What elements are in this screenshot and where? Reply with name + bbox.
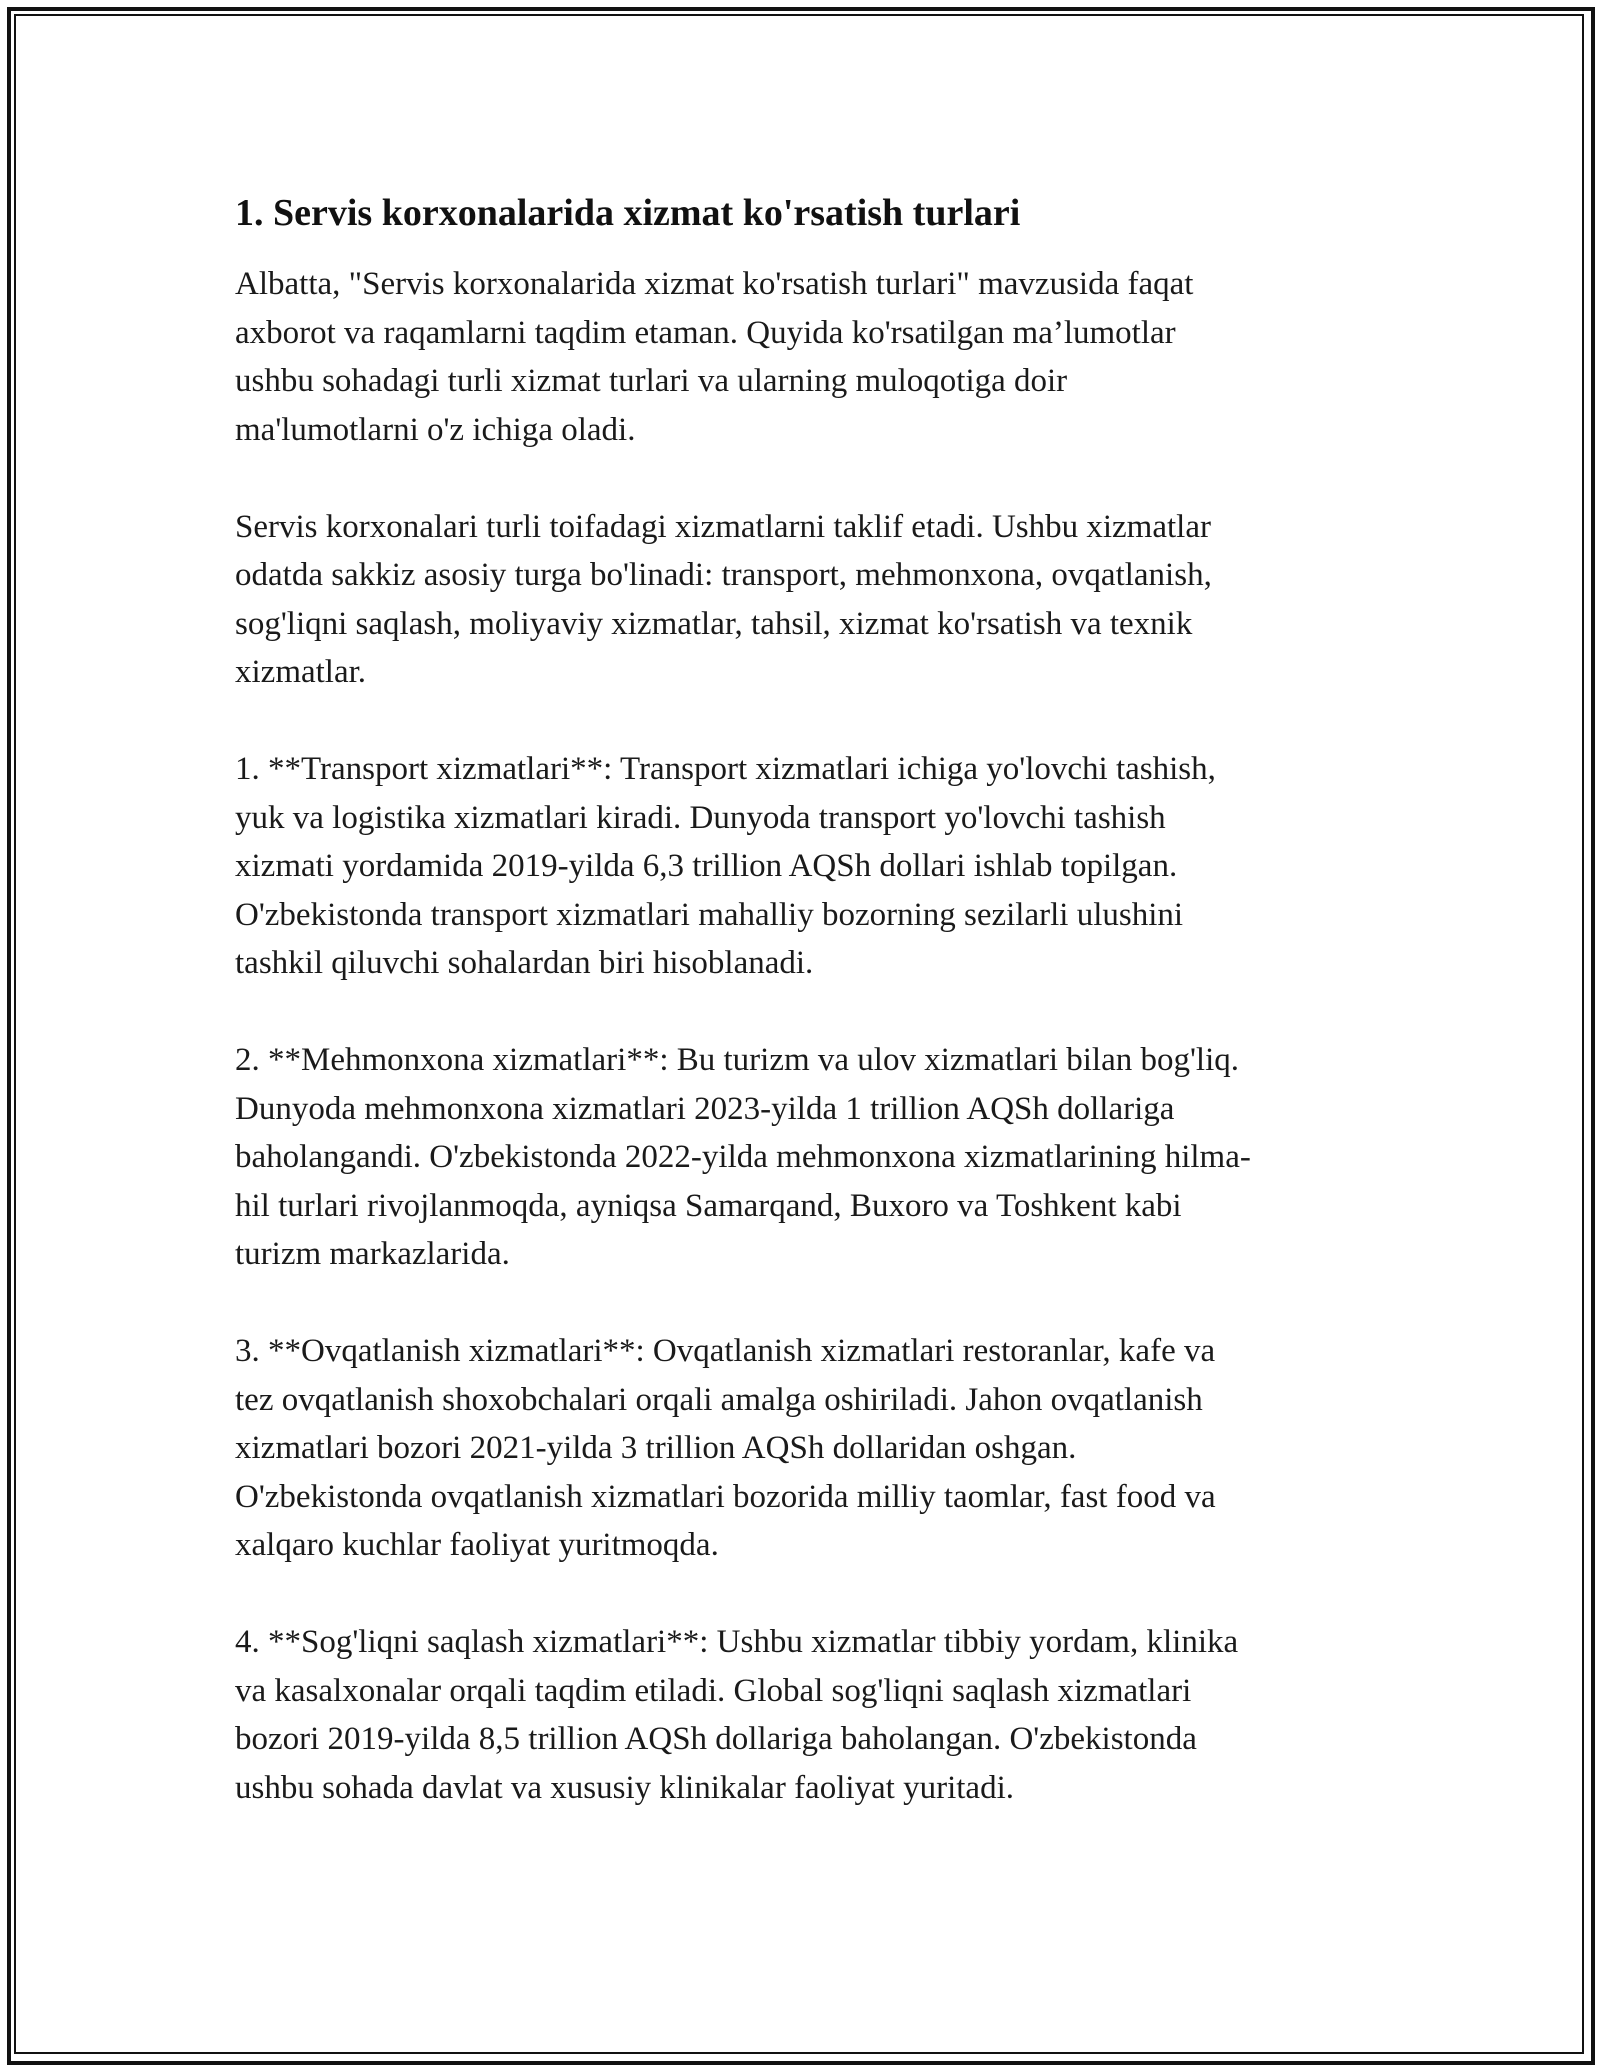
document-body [235, 186, 1375, 1861]
paragraph-overview: Servis korxonalari turli toifadagi xizmatlarni taklif etadi. Ushbu xizmatlar odatda sakkiz asosiy turga bo'linadi: transport, mehmonxona, ovqatlanish, sog'liqni saqlash, moliyaviy xizmatlar, tahsil, xizmat ko'rsatish va texnik xizmatlar. [235, 508, 1212, 690]
paragraph-hotel: 2. **Mehmonxona xizmatlari**: Bu turizm va ulov xizmatlari bilan bog'liq. Dunyoda mehmonxona xizmatlari 2023-yilda 1 trillion AQSh dollariga baholangandi. O'zbekistonda 2022-yilda mehmonxona xizmatlarining hilma- hil turlari rivojlanmoqda, ayniqsa Samarqand, Buxoro va Toshkent kabi turizm markazlarida. [235, 1042, 1251, 1272]
paragraph-transport: 1. **Transport xizmatlari**: Transport xizmatlari ichiga yo'lovchi tashish, yuk va logistika xizmatlari kiradi. Dunyoda transport yo'lovchi tashish xizmati yordamida 2019-yilda 6,3 trillion AQSh dollari ishlab topilgan. O'zbekistonda transport xizmatlari mahalliy bozorning sezilarli ulushini tashkil qiluvchi sohalardan biri hisoblanadi. [235, 751, 1216, 981]
paragraph-intro: Albatta, "Servis korxonalarida xizmat ko'rsatish turlari" mavzusida faqat axborot va raqamlarni taqdim etaman. Quyida ko'rsatilgan ma’lumotlar ushbu sohadagi turli xizmat turlari va ularning muloqotiga doir ma'lumotlarni o'z ichiga oladi. [235, 266, 1194, 448]
paragraph-catering: 3. **Ovqatlanish xizmatlari**: Ovqatlanish xizmatlari restoranlar, kafe va tez ovqatlanish shoxobchalari orqali amalga oshiriladi. Jahon ovqatlanish xizmatlari bozori 2021-yilda 3 trillion AQSh dollaridan oshgan. O'zbekistonda ovqatlanish xizmatlari bozorida milliy taomlar, fast food va xalqaro kuchlar faoliyat yuritmoqda. [235, 1333, 1216, 1563]
paragraph-healthcare: 4. **Sog'liqni saqlash xizmatlari**: Ushbu xizmatlar tibbiy yordam, klinika va kasalxonalar orqali taqdim etiladi. Global sog'liqni saqlash xizmatlari bozori 2019-yilda 8,5 trillion AQSh dollariga baholangan. O'zbekistonda ushbu sohada davlat va xususiy klinikalar faoliyat yuritadi. [235, 1624, 1239, 1806]
document-title: 1. Servis korxonalarida xizmat ko'rsatish turlari [235, 192, 1021, 234]
